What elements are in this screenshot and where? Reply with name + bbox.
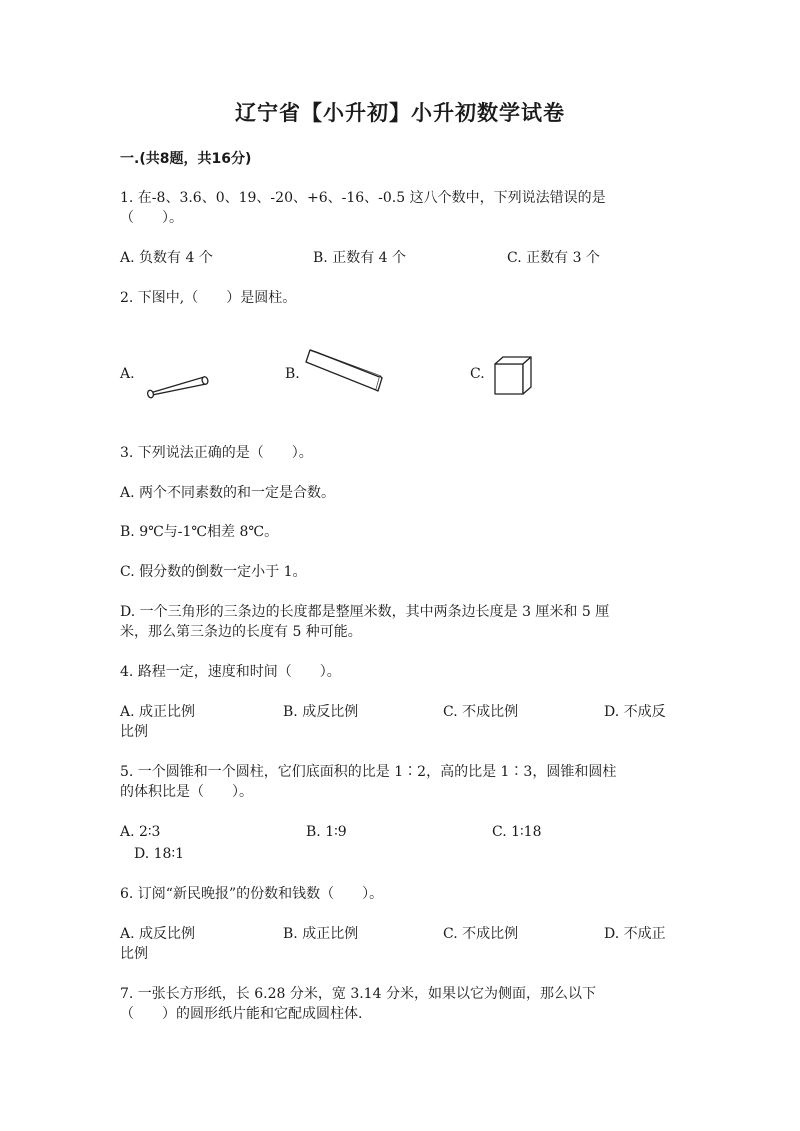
question-5-stem-cont: 的体积比是（ ）。 — [120, 784, 253, 800]
question-3-option-d: D. 一个三角形的三条边的长度都是整厘米数，其中两条边长度是 3 厘米和 5 厘 — [120, 604, 610, 620]
question-6-option-c: C. 不成比例 — [443, 926, 519, 942]
question-4-option-d: D. 不成反 — [604, 704, 666, 720]
question-4-option-d-cont: 比例 — [120, 724, 148, 740]
question-1-stem: 1. 在-8、3.6、0、19、-20、+6、-16、-0.5 这八个数中，下列说法错误的是 — [120, 190, 606, 206]
question-1-option-a: A. 负数有 4 个 — [120, 250, 213, 266]
question-5-option-b: B. 1∶9 — [306, 824, 347, 840]
question-4-option-c: C. 不成比例 — [443, 704, 519, 720]
question-5-option-c: C. 1∶18 — [492, 824, 542, 840]
question-4-option-a: A. 成正比例 — [120, 704, 196, 720]
question-6-option-a: A. 成反比例 — [120, 926, 196, 942]
question-2-option-c: C. — [470, 366, 485, 382]
question-3-option-a: A. 两个不同素数的和一定是合数。 — [120, 485, 336, 501]
question-7-stem-cont: （ ）的圆形纸片能和它配成圆柱体. — [120, 1006, 363, 1022]
question-6-option-b: B. 成正比例 — [283, 926, 359, 942]
question-4-stem: 4. 路程一定，速度和时间（ ）。 — [120, 664, 341, 680]
question-3-option-d-cont: 米，那么第三条边的长度有 5 种可能。 — [120, 624, 362, 640]
question-5-option-d: D. 18∶1 — [134, 846, 184, 862]
question-6-option-d-cont: 比例 — [120, 946, 148, 962]
section-heading: 一.(共8题，共16分) — [120, 151, 252, 167]
question-7-stem: 7. 一张长方形纸，长 6.28 分米，宽 3.14 分米，如果以它为侧面，那么以下 — [120, 986, 596, 1002]
triangular-prism-icon — [302, 348, 386, 394]
question-1-option-c: C. 正数有 3 个 — [507, 250, 600, 266]
question-3-stem: 3. 下列说法正确的是（ ）。 — [120, 445, 313, 461]
question-1-stem-cont: （ ）。 — [120, 210, 183, 226]
question-2-stem: 2. 下图中,（ ）是圆柱。 — [120, 290, 297, 306]
question-6-option-d: D. 不成正 — [604, 926, 666, 942]
question-5-option-a: A. 2∶3 — [120, 824, 161, 840]
question-3-option-c: C. 假分数的倒数一定小于 1。 — [120, 564, 307, 580]
cube-icon — [492, 354, 534, 398]
question-1-option-b: B. 正数有 4 个 — [313, 250, 406, 266]
question-2-option-a: A. — [120, 366, 135, 382]
question-6-stem: 6. 订阅“新民晚报”的份数和钱数（ ）。 — [120, 886, 384, 902]
question-3-option-b: B. 9℃与-1℃相差 8℃。 — [120, 524, 279, 540]
cylinder-icon — [140, 368, 212, 398]
exam-title: 辽宁省【小升初】小升初数学试卷 — [235, 101, 565, 125]
question-5-stem: 5. 一个圆锥和一个圆柱，它们底面积的比是 1∶2，高的比是 1∶3，圆锥和圆柱 — [120, 764, 617, 780]
question-4-option-b: B. 成反比例 — [283, 704, 359, 720]
question-2-option-b: B. — [285, 366, 300, 382]
